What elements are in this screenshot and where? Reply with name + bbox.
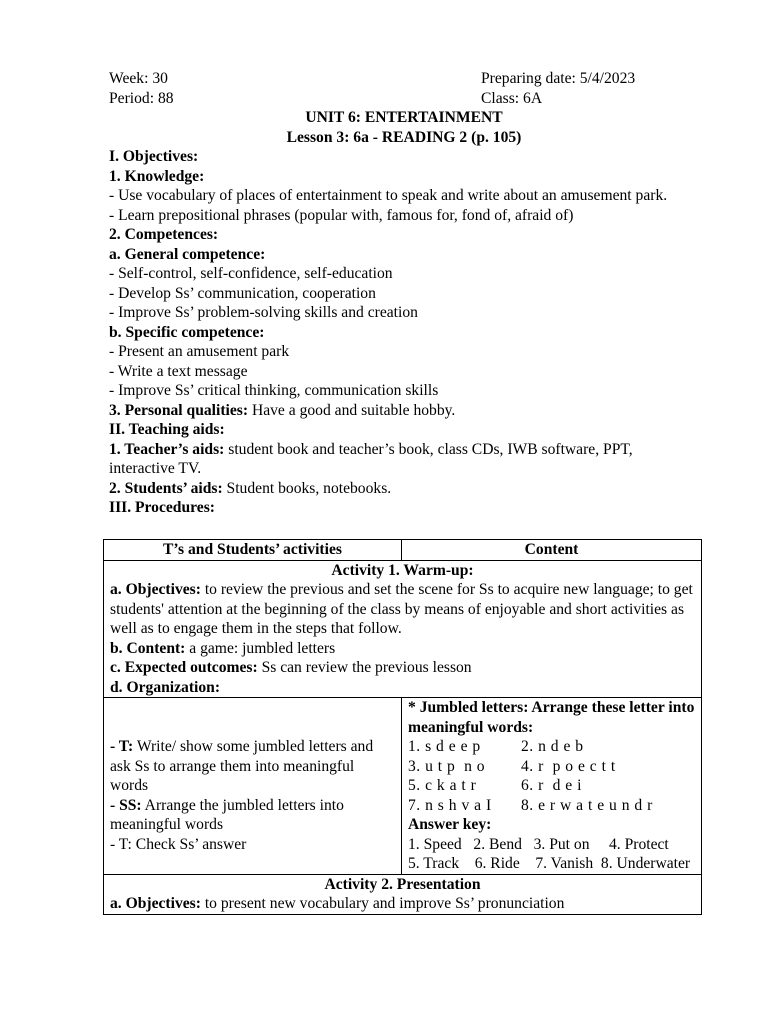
activity1-content <box>110 639 695 659</box>
answer-key-label: Answer key: <box>408 816 492 833</box>
jumbled-item: 2. n d e b <box>521 738 584 755</box>
activity1-content-label: b. Content: <box>110 639 186 657</box>
activity1-title: Activity 1. Warm-up: <box>331 561 474 579</box>
activity2-info <box>104 874 702 914</box>
students-aids-label: 2. Students’ aids: <box>109 479 223 497</box>
teacher-check-step: - T: Check Ss’ answer <box>110 835 247 853</box>
knowledge-item: - Use vocabulary of places of entertainment to speak and write about an amusement park. <box>109 187 668 204</box>
general-competence-item: - Develop Ss’ communication, cooperation <box>109 284 376 302</box>
class: Class: 6A <box>481 89 543 107</box>
activity1-objectives-label: a. Objectives: <box>110 581 201 598</box>
answer-line: 1. Speed 2. Bend 3. Put on 4. Protect <box>408 835 669 853</box>
students-aids-text: Student books, notebooks. <box>222 479 392 497</box>
students-step-text: Arrange the jumbled letters into meaningful words <box>110 796 344 833</box>
activity1-objectives-text: to review the previous and set the scene for Ss to acquire new language; to get students' attention at the beginning of the class by means of enjoyable and short activities as well as to engage them in the steps that follow. <box>110 581 693 637</box>
activity1-content-cell <box>402 698 702 875</box>
personal-qualities-label: 3. Personal qualities: <box>109 401 249 419</box>
teaching-aids-heading: II. Teaching aids: <box>109 421 225 438</box>
jumbled-row <box>408 796 695 816</box>
spacer <box>110 698 395 737</box>
unit-title: UNIT 6: ENTERTAINMENT <box>305 109 503 126</box>
activity1-content-text: a game: jumbled letters <box>185 639 336 657</box>
knowledge-heading: 1. Knowledge: <box>109 167 205 185</box>
objectives-heading: I. Objectives: <box>109 148 199 165</box>
jumbled-item: 6. r d e i <box>521 777 582 794</box>
jumbled-row <box>408 776 695 796</box>
jumbled-row <box>408 757 695 777</box>
activity2-objectives <box>110 894 695 914</box>
col-header-activities: T’s and Students’ activities <box>104 540 402 561</box>
jumbled-item: 4. r p o e c t t <box>521 757 616 775</box>
jumbled-item: 8. e r w a t e u n d r <box>521 796 653 814</box>
table-header-row <box>104 540 702 561</box>
activity2-objectives-text: to present new vocabulary and improve Ss’ pronunciation <box>200 895 565 912</box>
preparing-date: Preparing date: 5/4/2023 <box>481 70 636 87</box>
general-competence-item: - Self-control, self-confidence, self-education <box>109 265 393 282</box>
activity1-outcomes-text: Ss can review the previous lesson <box>257 659 472 676</box>
personal-qualities <box>109 401 699 421</box>
procedures-table <box>103 539 702 915</box>
jumbled-letters-title: * Jumbled letters: Arrange these letter into meaningful words: <box>408 699 695 736</box>
col-header-content: Content <box>402 540 702 561</box>
activity2-row <box>104 874 702 914</box>
jumbled-item: 1. s d e e p <box>408 738 481 755</box>
teacher-aids-text: student book and teacher’s book, class CDs, IWB software, PPT, interactive TV. <box>109 440 633 477</box>
lesson-plan-body <box>109 69 699 518</box>
teacher-aids <box>109 440 699 479</box>
activity2-title: Activity 2. Presentation <box>324 875 481 893</box>
answer-line: 5. Track 6. Ride 7. Vanish 8. Underwater <box>408 855 691 872</box>
specific-competence-heading: b. Specific competence: <box>109 323 265 341</box>
teacher-step-label: - T: <box>110 738 134 755</box>
activity1-steps <box>104 698 402 875</box>
period: Period: 88 <box>109 89 174 107</box>
teacher-aids-label: 1. Teacher’s aids: <box>109 440 225 458</box>
jumbled-item: 7. n s h v a I <box>408 796 492 814</box>
personal-qualities-text: Have a good and suitable hobby. <box>248 401 456 419</box>
specific-competence-item: - Present an amusement park <box>109 343 290 360</box>
activity1-organization-label: d. Organization: <box>110 678 221 696</box>
jumbled-row <box>408 737 695 757</box>
teacher-step-text: Write/ show some jumbled letters and ask Ss to arrange them into meaningful words <box>110 738 374 794</box>
general-competence-item: - Improve Ss’ problem-solving skills and creation <box>109 304 418 321</box>
teacher-step <box>110 737 395 796</box>
jumbled-item: 3. u t p n o <box>408 757 486 775</box>
general-competence-heading: a. General competence: <box>109 245 266 263</box>
students-step-label: - SS: <box>110 796 142 814</box>
jumbled-item: 5. c k a t r <box>408 777 477 794</box>
knowledge-item: - Learn prepositional phrases (popular with, famous for, fond of, afraid of) <box>109 206 574 224</box>
activity1-outcomes-label: c. Expected outcomes: <box>110 659 258 676</box>
students-step <box>110 796 395 835</box>
procedures-heading: III. Procedures: <box>109 499 215 516</box>
students-aids <box>109 479 699 499</box>
activity1-objectives <box>110 580 695 639</box>
competences-heading: 2. Competences: <box>109 226 219 243</box>
activity1-detail-row <box>104 698 702 875</box>
activity1-info <box>104 560 702 698</box>
activity2-objectives-label: a. Objectives: <box>110 895 201 912</box>
header-row-1 <box>109 69 699 89</box>
activity1-outcomes <box>110 658 695 678</box>
specific-competence-item: - Write a text message <box>109 362 248 380</box>
header-row-2 <box>109 89 699 109</box>
specific-competence-item: - Improve Ss’ critical thinking, communication skills <box>109 382 439 399</box>
lesson-title: Lesson 3: 6a - READING 2 (p. 105) <box>286 128 522 146</box>
activity1-info-row <box>104 560 702 698</box>
week: Week: 30 <box>109 70 168 87</box>
